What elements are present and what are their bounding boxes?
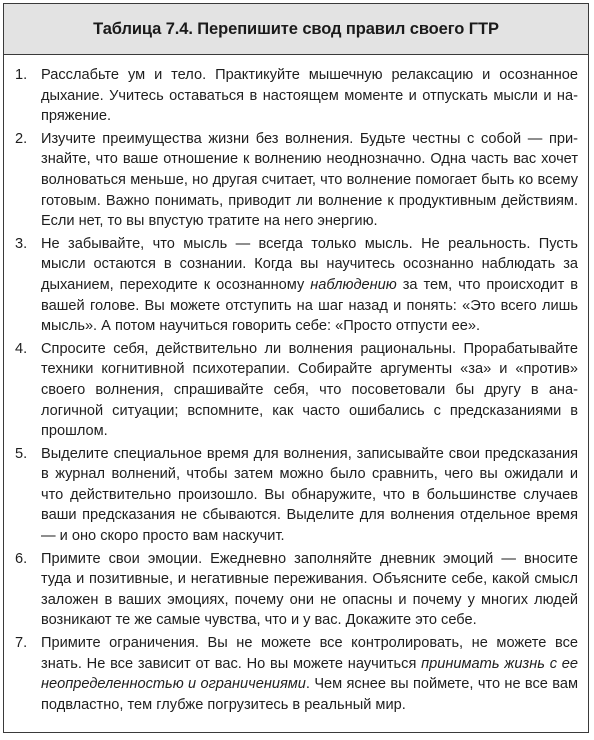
rule-text [41,444,580,547]
rule-text-segment: за тем, что происходит в вашей голове. Вы можете отступить на шаг назад и понять: «Это всего лишь мысль». А потом научиться говорить себе: «Просто отпусти ее». [41,276,578,335]
rule-text-segment: Расслабьте ум и тело. Практикуйте мышечную релаксацию и осознанное дыхание. Учитесь оставаться в настоящем моменте и отпускать мысли и напряжение. [41,67,578,125]
rule-item [12,549,580,633]
rule-item [12,234,580,339]
rules-table [3,3,589,733]
table-header [4,4,588,55]
rule-text [41,549,580,631]
rule-item [12,129,580,234]
rule-item [12,444,580,549]
rule-item [12,65,580,129]
rule-text-emphasis: принимать жизнь с ее неопределенностью и ограничениями [41,655,578,693]
rule-number: 6. [15,550,28,567]
rule-text [41,129,580,232]
rule-item [12,633,580,717]
rules-list [4,55,588,717]
rule-text-emphasis: наблюдению [310,276,397,293]
rule-number: 2. [15,130,28,147]
table-title: Таблица 7.4. Перепишите свод правил своего ГТР [93,19,499,38]
rule-text-segment: Изучите преимущества жизни без волнения. Будьте честны с собой — признайте, что ваше отношение к волнению неоднозначно. Одна часть вас хочет волноваться меньше, но другая считает, что волнение помогает быть ко всему готовым. Важно понимать, приводит ли волнение к продуктивным действиям. Если нет, то вы впустую тратите на него энергию. [41,130,578,230]
rule-text [41,65,580,127]
rule-text-segment: Примите ограничения. Вы не можете все контролировать, не можете все знать. Не все зависит от вас. Но вы можете научиться [41,635,578,672]
rule-number: 5. [15,445,28,462]
rule-number: 1. [15,67,28,83]
rule-text-segment: Примите свои эмоции. Ежедневно заполняйте дневник эмоций — вносите туда и позитивные, и негативные переживания. Объясните себе, какой смысл заложен в ваших эмоциях, почему они не опасны и почему у многих людей возникают те же самые чувства, что и у вас. Докажите это себе. [41,550,578,629]
rule-number: 4. [15,340,28,357]
rule-number: 7. [15,635,28,652]
rule-text [41,633,580,715]
rule-text-segment: Спросите себя, действительно ли волнения рациональны. Прорабатывайте техники когнитивной психотерапии. Собирайте аргументы «за» и «против» своего волнения, спрашивайте себя, что посоветовали бы другу в аналогичной ситуации; вспомните, как часто ошибались с предсказаниями в прошлом. [41,340,578,440]
rule-number: 3. [15,235,28,252]
rule-item [12,339,580,444]
rule-text [41,339,580,442]
rule-text-segment: Выделите специальное время для волнения, записывайте свои предсказания в журнал волнений, чтобы затем можно было сравнить, чего вы ожидали и что действительно произошло. Вы обнаружите, что в большинстве случаев ваши предсказания не сбываются. Выделите для волнения отдельное время — и оно скоро просто вам наскучит. [41,445,578,545]
rule-text [41,234,580,337]
rule-text-segment: Не забывайте, что мысль — всегда только мысль. Не реальность. Пусть мысли остаются в сознании. Когда вы научитесь осознанно наблюдать за дыханием, переходите к осознанному [41,235,578,293]
rule-text-segment: . Чем яснее вы поймете, что не все вам подвластно, тем глубже погрузитесь в реальный мир. [41,676,578,713]
